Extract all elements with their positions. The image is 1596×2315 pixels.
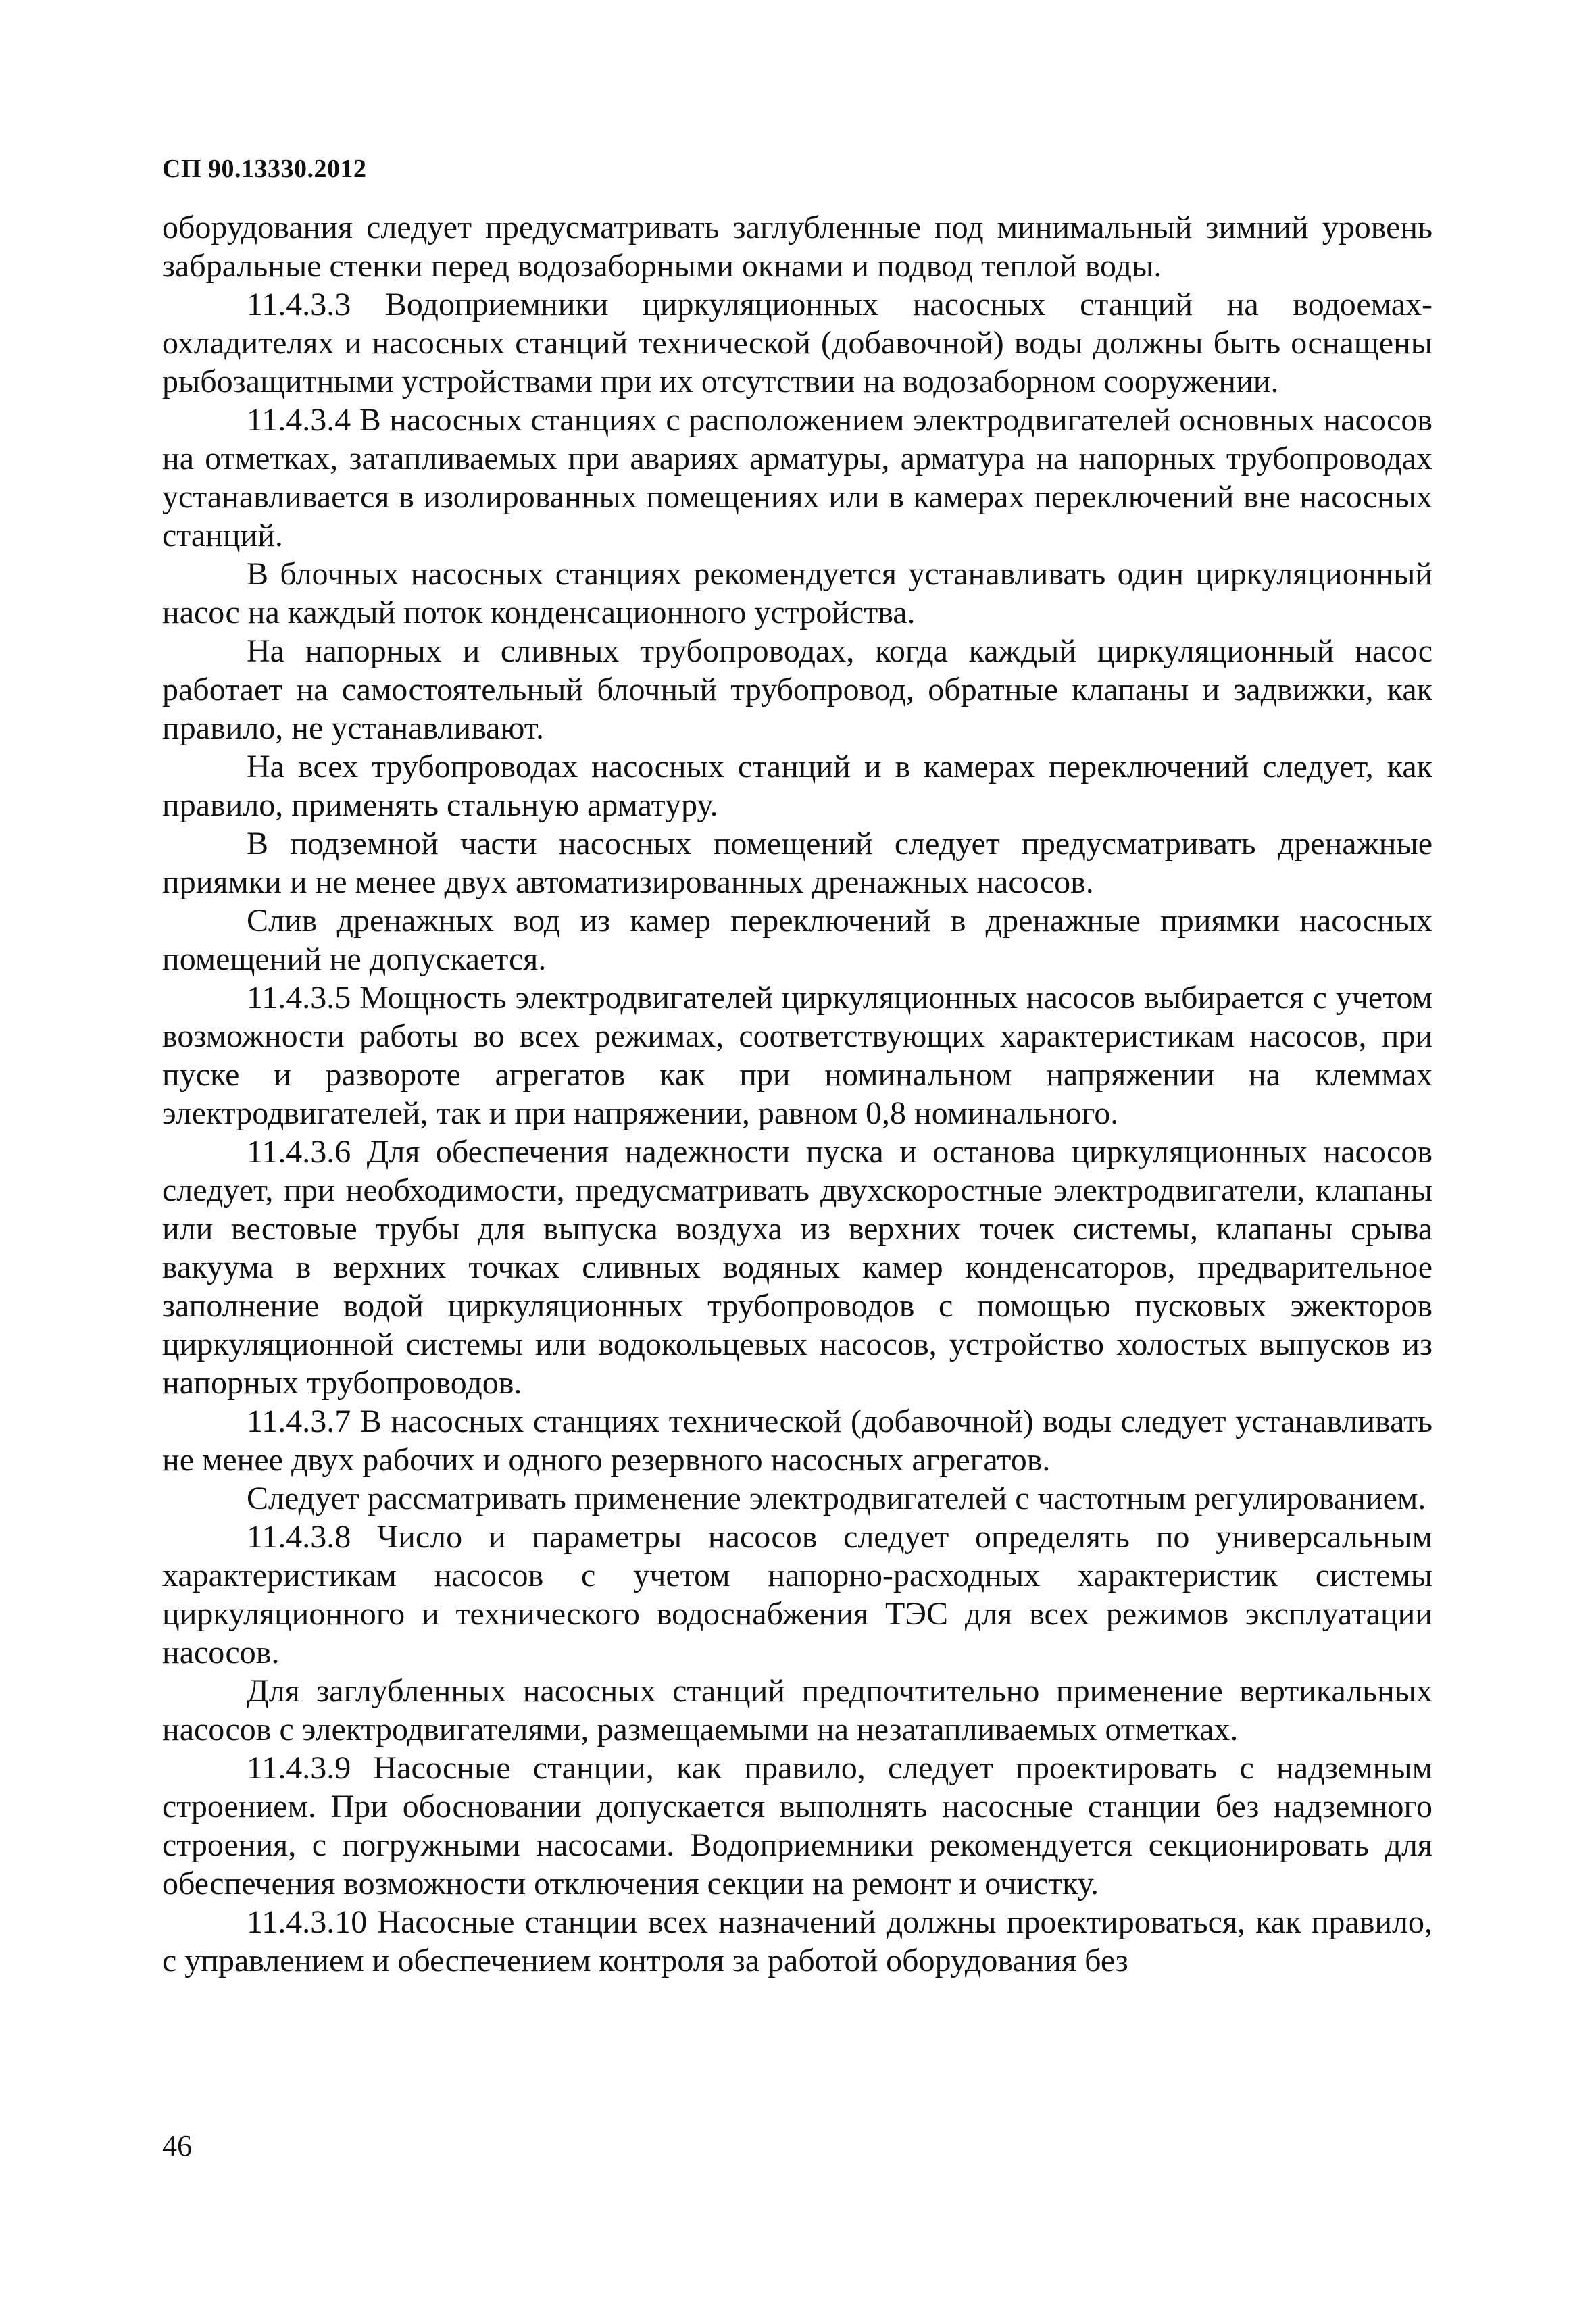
paragraph: Слив дренажных вод из камер переключений в дренажные приямки насосных помещений не допускается. [162,903,1432,977]
paragraph: На всех трубопроводах насосных станций и в камерах переключений следует, как правило, применять стальную арматуру. [162,749,1432,823]
paragraph-11-4-3-6: 11.4.3.6 Для обеспечения надежности пуска и останова циркуляционных насосов следует, при необходимости, предусматривать двухскоростные электродвигатели, клапаны или вестовые трубы для выпуска воздуха из верхних точек системы, клапаны срыва вакуума в верхних точках сливных водяных камер конденсаторов, предварительное заполнение водой циркуляционных трубопроводов с помощью пусковых эжекторов циркуляционной системы или водокольцевых насосов, устройство холостых выпусков из напорных трубопроводов. [162,1134,1432,1401]
paragraph: Следует рассматривать применение электродвигателей с частотным регулированием. [247,1480,1426,1516]
paragraph-11-4-3-7: 11.4.3.7 В насосных станциях технической (добавочной) воды следует устанавливать не менее двух рабочих и одного резервного насосных агрегатов. [162,1403,1432,1478]
document-code-header: СП 90.13330.2012 [162,155,367,183]
paragraph: В блочных насосных станциях рекомендуется устанавливать один циркуляционный насос на каждый поток конденсационного устройства. [162,556,1432,630]
paragraph: В подземной части насосных помещений следует предусматривать дренажные приямки и не менее двух автоматизированных дренажных насосов. [162,826,1432,900]
page-number: 46 [162,2129,192,2162]
paragraph-11-4-3-4: 11.4.3.4 В насосных станциях с расположением электродвигателей основных насосов на отметках, затапливаемых при авариях арматуры, арматура на напорных трубопроводах устанавливается в изолированных помещениях или в камерах переключений вне насосных станций. [162,402,1432,553]
paragraph: Для заглубленных насосных станций предпочтительно применение вертикальных насосов с электродвигателями, размещаемыми на незатапливаемых отметках. [162,1673,1432,1747]
paragraph-11-4-3-10: 11.4.3.10 Насосные станции всех назначений должны проектироваться, как правило, с управлением и обеспечением контроля за работой оборудования без [162,1904,1432,1978]
document-body [162,208,1432,1980]
paragraph: оборудования следует предусматривать заглубленные под минимальный зимний уровень забральные стенки перед водозаборными окнами и подвод теплой воды. [162,209,1432,284]
paragraph-11-4-3-9: 11.4.3.9 Насосные станции, как правило, следует проектировать с надземным строением. При обосновании допускается выполнять насосные станции без надземного строения, с погружными насосами. Водоприемники рекомендуется секционировать для обеспечения возможности отключения секции на ремонт и очистку. [162,1750,1432,1901]
paragraph: На напорных и сливных трубопроводах, когда каждый циркуляционный насос работает на самостоятельный блочный трубопровод, обратные клапаны и задвижки, как правило, не устанавливают. [162,633,1432,746]
paragraph-11-4-3-3: 11.4.3.3 Водоприемники циркуляционных насосных станций на водоемах-охладителях и насосных станций технической (добавочной) воды должны быть оснащены рыбозащитными устройствами при их отсутствии на водозаборном сооружении. [162,287,1432,399]
paragraph-11-4-3-8: 11.4.3.8 Число и параметры насосов следует определять по универсальным характеристикам насосов с учетом напорно-расходных характеристик системы циркуляционного и технического водоснабжения ТЭС для всех режимов эксплуатации насосов. [162,1519,1432,1670]
paragraph-11-4-3-5: 11.4.3.5 Мощность электродвигателей циркуляционных насосов выбирается с учетом возможности работы во всех режимах, соответствующих характеристикам насосов, при пуске и развороте агрегатов как при номинальном напряжении на клеммах электродвигателей, так и при напряжении, равном 0,8 номинального. [162,980,1432,1131]
